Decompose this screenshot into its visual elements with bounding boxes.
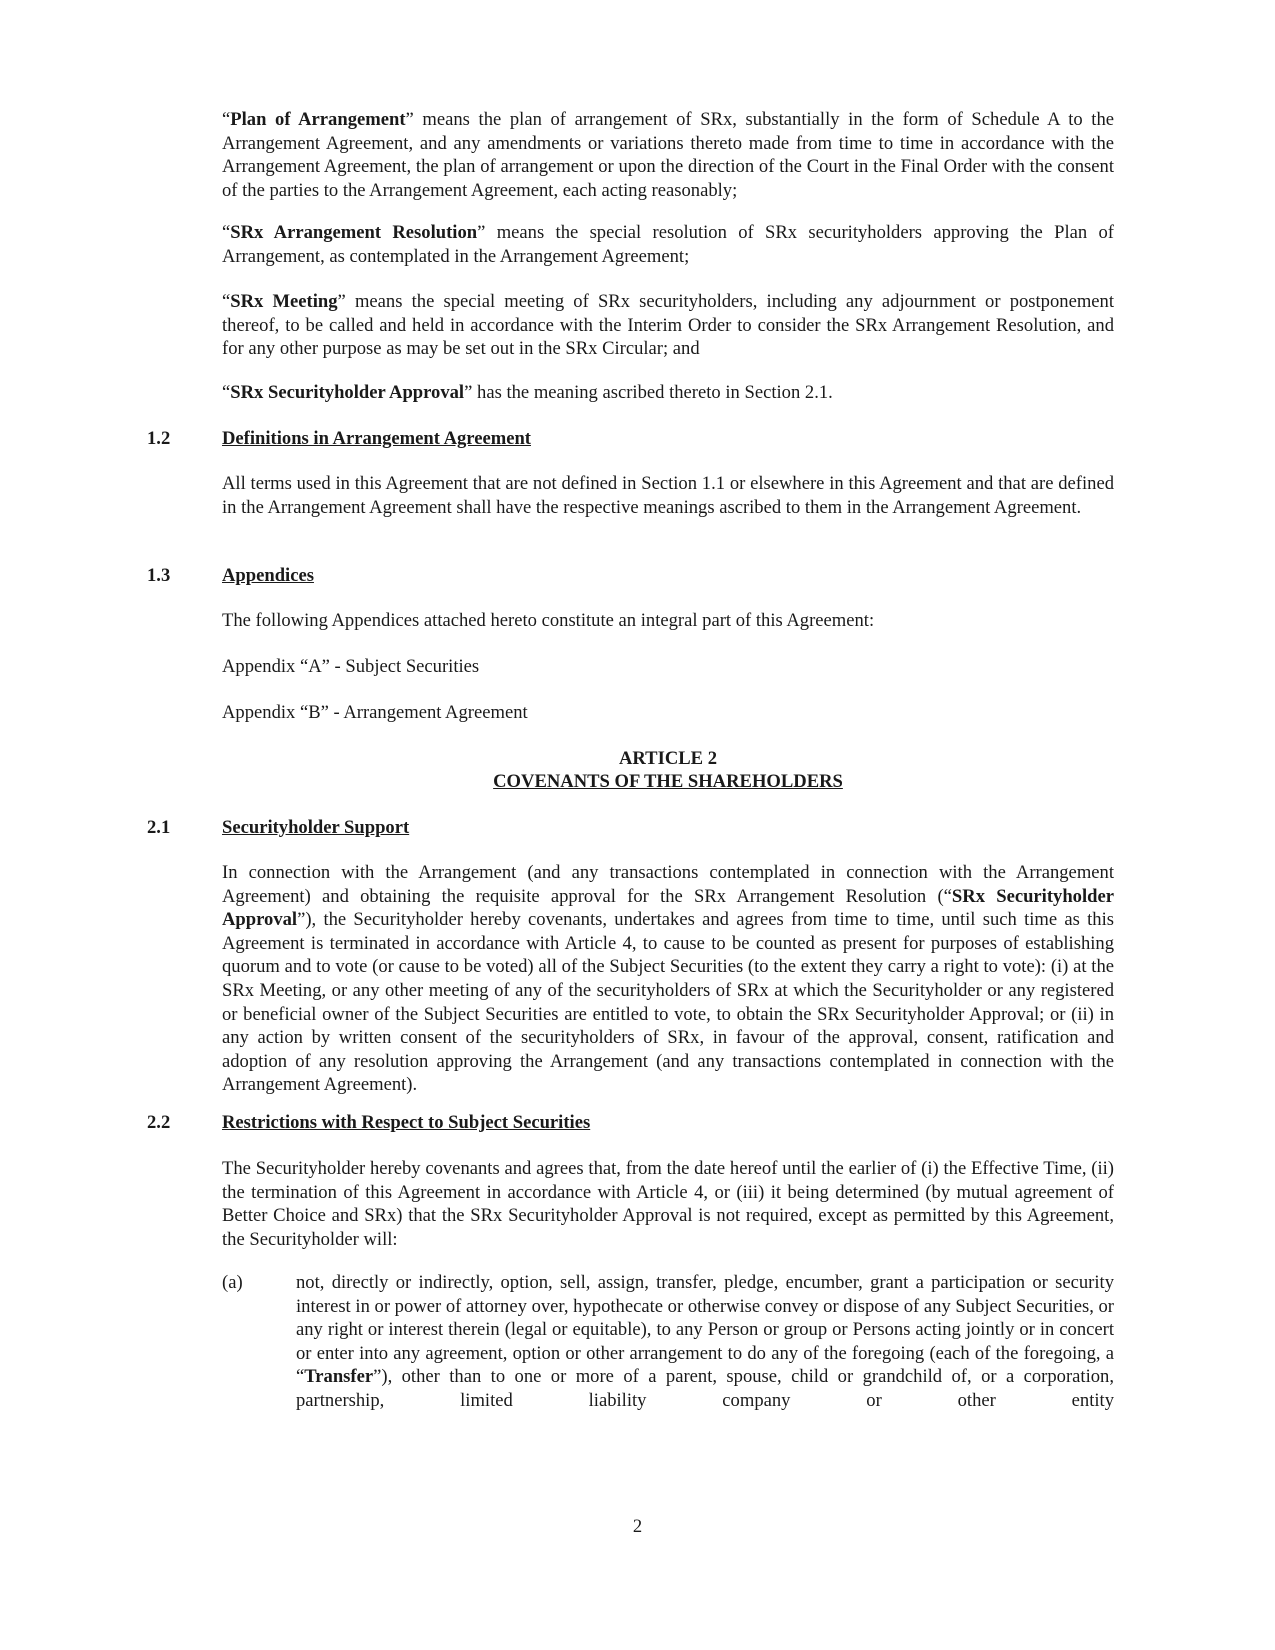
section-text-pre: In connection with the Arrangement (and any transactions contemplated in connection with the Arrangement Agreement) and obtaining the requisite approval for the SRx Arrangement Resolution (“ — [222, 862, 1114, 907]
section-number: 2.2 — [147, 1112, 171, 1133]
definition-text: means the special meeting of SRx securityholders, including any adjournment or postponement thereof, to be called and held in accordance with the Interim Order to consider the SRx Arrangement Resolution, and for any other purpose as may be set out in the SRx Circular; and — [222, 291, 1115, 360]
section-text-post: ”), the Securityholder hereby covenants, undertakes and agrees from time to time, until such time as this Agreement is terminated in accordance with Article 4, to cause to be counted as present for purposes of establishing quorum and to vote (or cause to be voted) all of the Subject Securities (to the extent they carry a right to vote): (i) at the SRx Meeting, or any other meeting of any of the securityholders of SRx at which the Securityholder or any registered or beneficial owner of the Subject Securities are entitled to vote, to obtain the SRx Securityholder Approval; or (ii) in any action by written consent of the securityholders of SRx, in favour of the approval, consent, ratification and adoption of any resolution approving the Arrangement (and any transactions contemplated in connection with the Arrangement Agreement). — [222, 909, 1114, 1096]
section-title: Appendices — [222, 565, 314, 586]
definition-plan-of-arrangement: “Plan of Arrangement” means the plan of arrangement of SRx, substantially in the form of Schedule A to the Arrangement Agreement, and any amendments or variations thereto made from time to time in accordance with the Arrangement Agreement, the plan of arrangement or upon the direction of the Court in the Final Order with the consent of the parties to the Arrangement Agreement, each acting reasonably; — [222, 109, 1114, 201]
list-item-label: (a) — [222, 1272, 243, 1293]
section-title: Securityholder Support — [222, 817, 410, 838]
section-text: The Securityholder hereby covenants and agrees that, from the date hereof until the earlier of (i) the Effective Time, (ii) the termination of this Agreement in accordance with Article 4, or (iii) it being determined (by mutual agreement of Better Choice and SRx) that the SRx Securityholder Approval is not required, except as permitted by this Agreement, the Securityholder will: — [222, 1158, 1114, 1250]
definition-srx-securityholder-approval: “SRx Securityholder Approval” has the meaning ascribed thereto in Section 2.1. — [222, 382, 833, 403]
section-number: 1.3 — [147, 565, 171, 586]
section-text — [222, 861, 1114, 1097]
list-item-text-pre: not, directly or indirectly, option, sell, assign, transfer, pledge, encumber, grant a participation or security interest in or power of attorney over, hypothecate or otherwise convey or dispose of any Subject Securities, or any right or interest therein (legal or equitable), to any Person or group or Persons acting jointly or in concert or enter into any agreement, option or other arrangement to do any of the foregoing (each of the foregoing, a “ — [296, 1272, 1114, 1388]
section-number: 1.2 — [147, 428, 171, 449]
list-item-text — [296, 1271, 1114, 1413]
definition-text: has the meaning ascribed thereto in Section 2.1. — [472, 382, 833, 403]
page-number: 2 — [632, 1516, 643, 1537]
definition-text: means the plan of arrangement of SRx, substantially in the form of Schedule A to the Arrangement Agreement, and any amendments or variations thereto made from time to time in accordance with the Arrangement Agreement, the plan of arrangement or upon the direction of the Court in the Final Order with the consent of the parties to the Arrangement Agreement, each acting reasonably; — [222, 109, 1114, 201]
defined-term: Plan of Arrangement — [230, 109, 406, 130]
section-number: 2.1 — [147, 817, 171, 838]
article-title-wrap — [222, 770, 1114, 794]
defined-term: SRx Securityholder Approval — [230, 382, 465, 403]
section-title: Definitions in Arrangement Agreement — [222, 428, 531, 449]
defined-term: SRx Securityholder Approval — [222, 885, 1114, 931]
defined-term: Transfer — [304, 1366, 374, 1388]
list-item-text-post: ”), other than to one or more of a parent, spouse, child or grandchild of, or a corporation, partnership, limited liability company or other entity — [296, 1366, 1114, 1411]
definition-srx-meeting: “SRx Meeting” means the special meeting of SRx securityholders, including any adjournment or postponement thereof, to be called and held in accordance with the Interim Order to consider the SRx Arrangement Resolution, and for any other purpose as may be set out in the SRx Circular; and — [222, 291, 1115, 360]
section-text: All terms used in this Agreement that are not defined in Section 1.1 or elsewhere in this Agreement and that are defined in the Arrangement Agreement shall have the respective meanings ascribed to them in the Arrangement Agreement. — [222, 473, 1114, 518]
appendix-b: Appendix “B” - Arrangement Agreement — [222, 702, 528, 723]
defined-term: SRx Arrangement Resolution — [230, 222, 478, 243]
article-title: COVENANTS OF THE SHAREHOLDERS — [493, 771, 843, 792]
definition-text: means the special resolution of SRx securityholders approving the Plan of Arrangement, as contemplated in the Arrangement Agreement; — [222, 222, 1114, 267]
article-heading: ARTICLE 2 — [618, 748, 718, 769]
section-title: Restrictions with Respect to Subject Securities — [222, 1112, 591, 1133]
section-text: The following Appendices attached hereto constitute an integral part of this Agreement: — [222, 610, 875, 631]
definition-srx-arrangement-resolution: “SRx Arrangement Resolution” means the special resolution of SRx securityholders approving the Plan of Arrangement, as contemplated in the Arrangement Agreement; — [222, 222, 1114, 267]
defined-term: SRx Meeting — [230, 291, 338, 312]
appendix-a: Appendix “A” - Subject Securities — [222, 656, 480, 677]
